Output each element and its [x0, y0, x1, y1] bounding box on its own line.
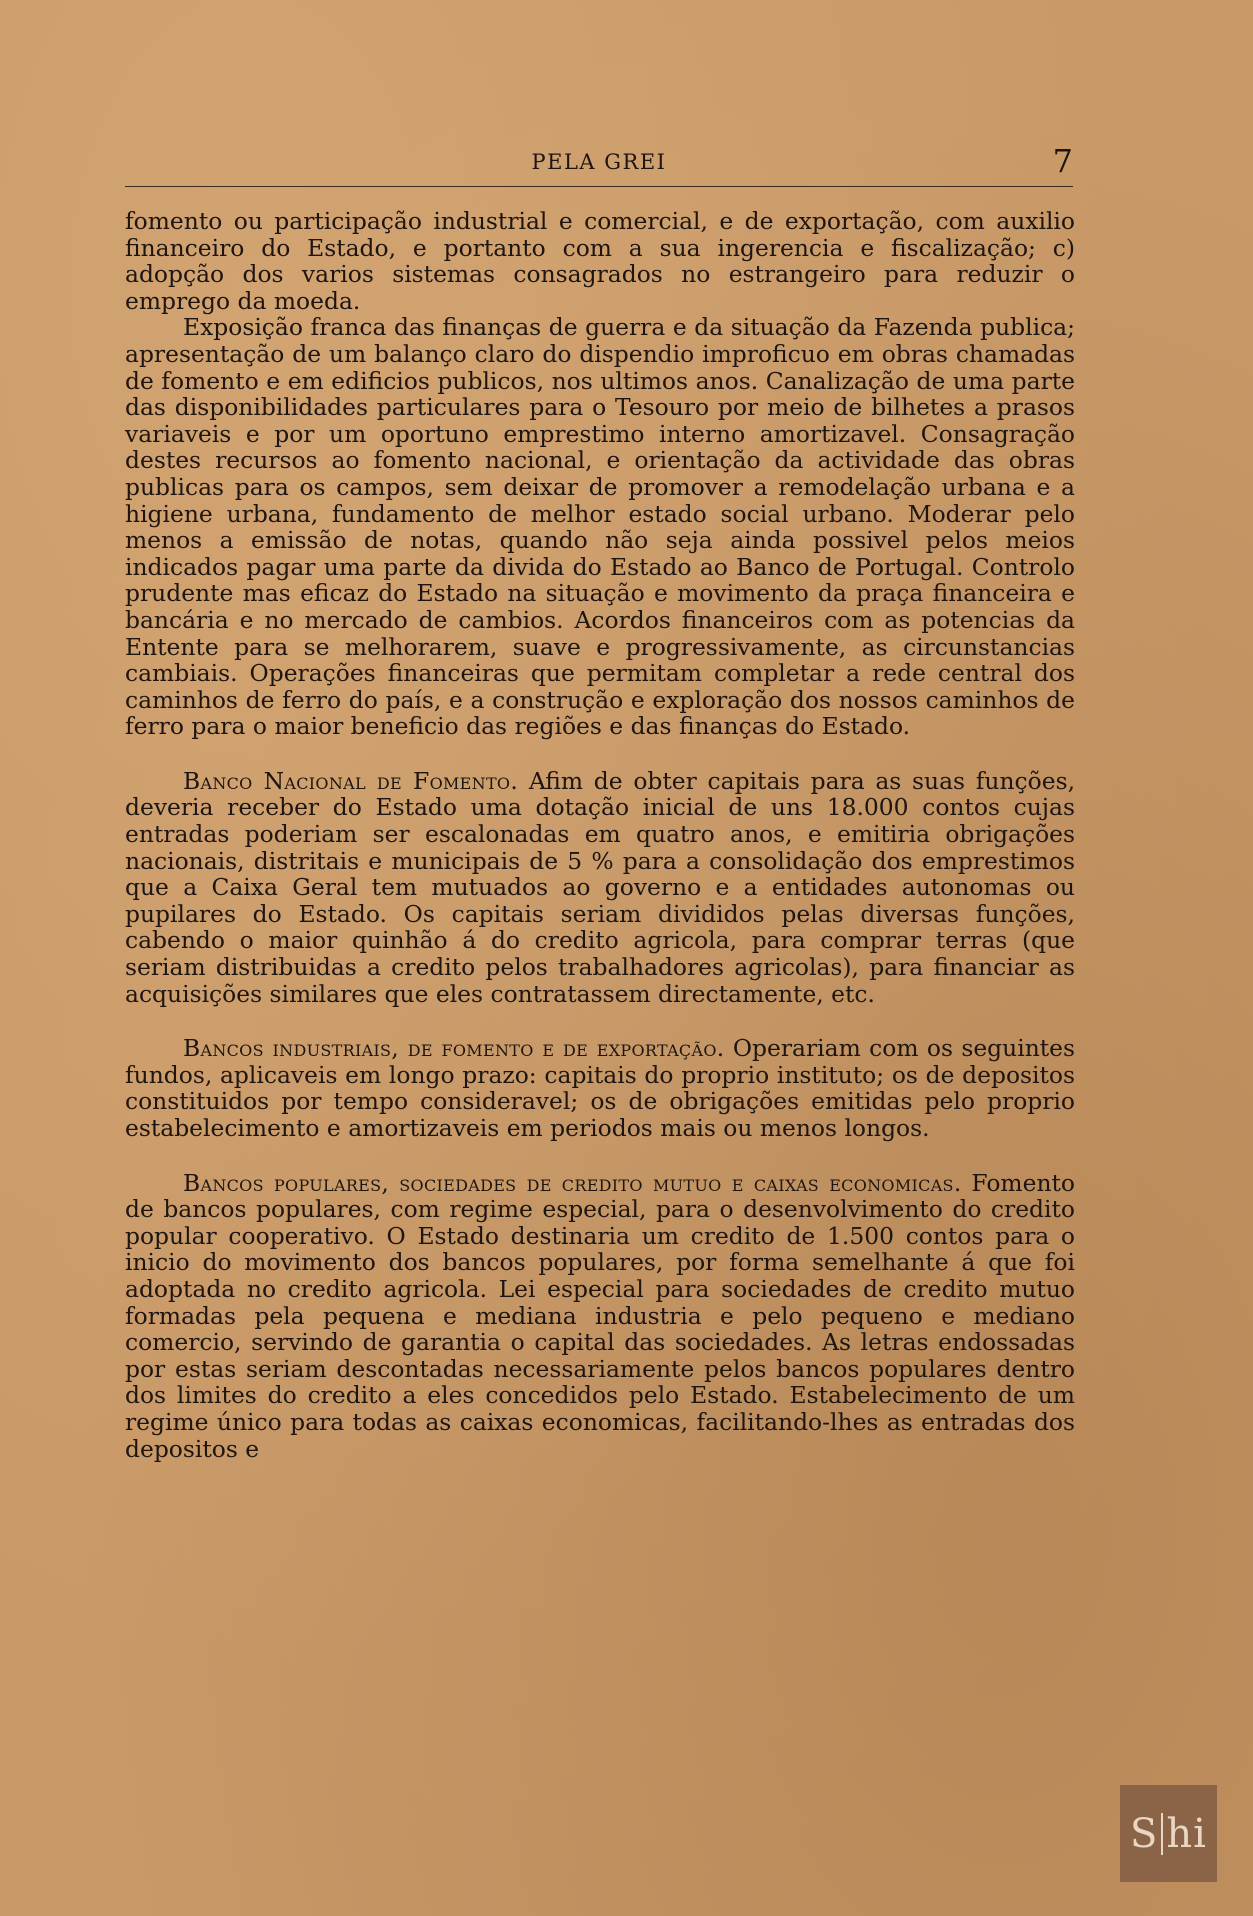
page-number: 7	[1052, 142, 1073, 180]
library-watermark-logo	[1120, 1785, 1217, 1882]
section-bancos-populares	[125, 1170, 1075, 1463]
section-bancos-industriais	[125, 1035, 1075, 1141]
section-text: Fomento de bancos populares, com regime especial, para o desenvolvimento do credito popular cooperativo. O Estado destinaria um credito de 1.500 contos para o inicio do movimento dos bancos populares, por forma semelhante á que foi adoptada no credito agricola. Lei especial para sociedades de credito mutuo formadas pela pequena e mediana industria e pelo pequeno e mediano comercio, servindo de garantia o capital das sociedades. As letras endossadas por estas seriam descontadas necessariamente pelos bancos populares dentro dos limites do credito a eles concedidos pelo Estado. Estabelecimento de um regime único para todas as caixas economicas, facilitando-lhes as entradas dos depositos e	[125, 1168, 1075, 1463]
watermark-letter-s: S	[1130, 1810, 1159, 1857]
section-heading: Banco Nacional de Fomento.	[183, 766, 519, 795]
section-text: Afim de obter capitais para as suas funções, deveria receber do Estado uma dotação inicial de uns 18.000 contos cujas entradas poderiam ser escalonadas em quatro anos, e emitiria obrigações nacionais, distritais e municipais de 5 % para a consolidação dos emprestimos que a Caixa Geral tem mutuados ao governo e a entidades autonomas ou pupilares do Estado. Os capitais seriam divididos pelas diversas funções, cabendo o maior quinhão á do credito agricola, para comprar terras (que seriam distribuidas a credito pelos trabalhadores agricolas), para financiar as acquisições similares que eles contratassem directamente, etc.	[125, 766, 1076, 1008]
watermark-letters-hi: hi	[1166, 1810, 1207, 1857]
section-heading: Bancos industriais, de fomento e de exportação.	[183, 1034, 725, 1063]
page-header	[125, 142, 1073, 187]
paragraph-finance-measures: Exposição franca das finanças de guerra e da situação da Fazenda publica; apresentação de um balanço claro do dispendio improficuo em obras chamadas de fomento e em edificios publicos, nos ultimos anos. Canalização de uma parte das disponibilidades particulares para o Tesouro por meio de bilhetes a prasos variaveis e por um oportuno emprestimo interno amortizavel. Consagração destes recursos ao fomento nacional, e orientação da actividade das obras publicas para os campos, sem deixar de promover a remodelação urbana e a higiene urbana, fundamento de melhor estado social urbano. Moderar pelo menos a emissão de notas, quando não seja ainda possivel pelos meios indicados pagar uma parte da divida do Estado ao Banco de Portugal. Controlo prudente mas eficaz do Estado na situação e movimento da praça financeira e bancária e no mercado de cambios. Acordos financeiros com as potencias da Entente para se melhorarem, suave e progressivamente, as circunstancias cambiais. Operações financeiras que permitam completar a rede central dos caminhos de ferro do país, e a construção e exploração dos nossos caminhos de ferro para o maior beneficio das regiões e das finanças do Estado.	[125, 313, 1075, 741]
section-heading: Bancos populares, sociedades de credito mutuo e caixas economicas.	[183, 1168, 962, 1197]
paragraph-continuation: fomento ou participação industrial e comercial, e de exportação, com auxilio financeiro do Estado, e portanto com a sua ingerencia e fiscalização; c) adopção dos varios sistemas consagrados no estrangeiro para reduzir o emprego da moeda.	[125, 207, 1075, 315]
running-head: PELA GREI	[531, 150, 667, 174]
section-text: Operariam com os seguintes fundos, aplicaveis em longo prazo: capitais do proprio instituto; os de depositos constituidos por tempo consideravel; os de obrigações emitidas pelo proprio estabelecimento e amortizaveis em periodos mais ou menos longos.	[125, 1034, 1075, 1142]
section-banco-nacional	[125, 768, 1075, 1007]
body-text	[125, 208, 1075, 1462]
watermark-divider	[1161, 1813, 1163, 1855]
